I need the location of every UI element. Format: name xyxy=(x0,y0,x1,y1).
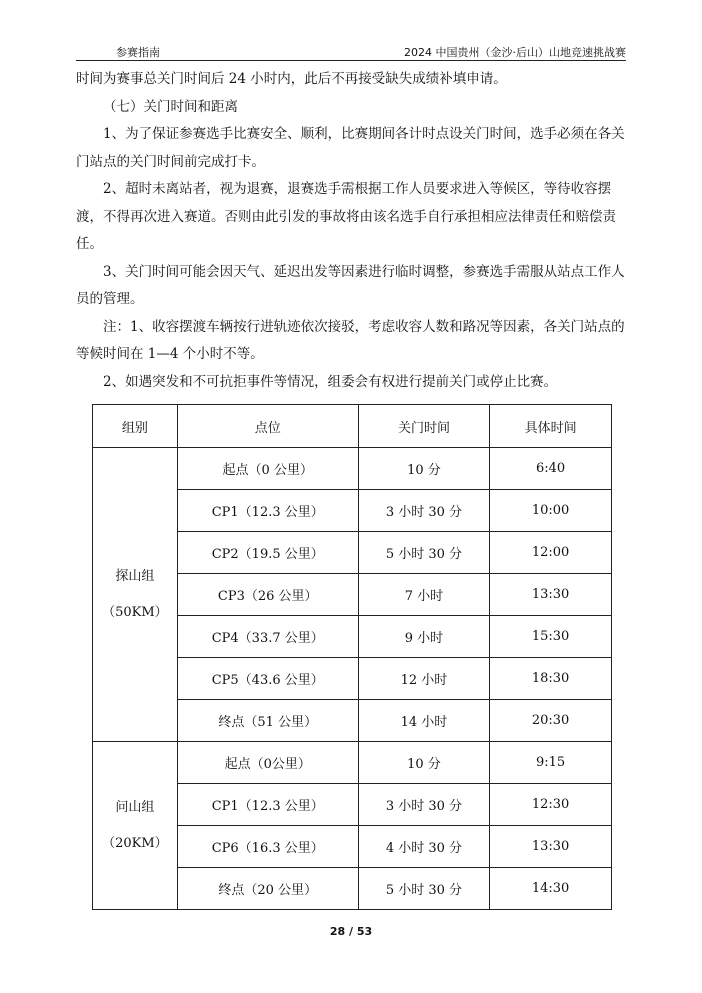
group-name: 探山组 xyxy=(115,568,155,584)
clock-time-cell: 14:30 xyxy=(490,868,612,910)
paragraph-rule-1: 1、为了保证参赛选手比赛安全、顺利，比赛期间各计时点设关门时间，选手必须在各关门站点的关门时间前完成打卡。 xyxy=(76,126,625,170)
column-header-checkpoint: 点位 xyxy=(177,405,358,448)
cutoff-cell: 4 小时 30 分 xyxy=(358,826,489,868)
checkpoint-cell: CP3（26 公里） xyxy=(177,574,358,616)
checkpoint-cell: CP4（33.7 公里） xyxy=(177,616,358,658)
clock-time-cell: 13:30 xyxy=(490,574,612,616)
cutoff-cell: 3 小时 30 分 xyxy=(358,490,489,532)
clock-time-cell: 13:30 xyxy=(490,826,612,868)
group-distance: （20KM） xyxy=(102,835,168,851)
checkpoint-cell: CP1（12.3 公里） xyxy=(177,784,358,826)
group-cell-tanshan xyxy=(93,448,178,742)
section-heading: （七）关门时间和距离 xyxy=(103,98,238,115)
column-header-group: 组别 xyxy=(93,405,178,448)
header-event-title: 2024 中国贵州（金沙·后山）山地竞速挑战赛 xyxy=(404,46,626,59)
checkpoint-cell: 终点（20 公里） xyxy=(177,868,358,910)
cutoff-cell: 3 小时 30 分 xyxy=(358,784,489,826)
group-name: 问山组 xyxy=(115,799,155,815)
group-cell-wenshan xyxy=(93,742,178,910)
page-header xyxy=(76,42,626,60)
header-section-title: 参赛指南 xyxy=(116,46,160,59)
table-header-row xyxy=(93,405,612,448)
table-row xyxy=(93,448,612,490)
checkpoint-cell: CP1（12.3 公里） xyxy=(177,490,358,532)
paragraph-rule-3: 3、关门时间可能会因天气、延迟出发等因素进行临时调整，参赛选手需服从站点工作人员的管理。 xyxy=(76,263,625,307)
cutoff-cell: 12 小时 xyxy=(358,658,489,700)
header-divider xyxy=(76,60,626,61)
cutoff-cell: 5 小时 30 分 xyxy=(358,868,489,910)
clock-time-cell: 6:40 xyxy=(490,448,612,490)
clock-time-cell: 12:30 xyxy=(490,784,612,826)
column-header-cutoff: 关门时间 xyxy=(358,405,489,448)
table-row xyxy=(93,742,612,784)
paragraph-rule-2: 2、超时未离站者，视为退赛，退赛选手需根据工作人员要求进入等候区，等待收容摆渡，不得再次进入赛道。否则由此引发的事故将由该名选手自行承担相应法律责任和赔偿责任。 xyxy=(76,181,616,252)
cutoff-time-table xyxy=(92,404,612,910)
cutoff-cell: 5 小时 30 分 xyxy=(358,532,489,574)
clock-time-cell: 10:00 xyxy=(490,490,612,532)
clock-time-cell: 9:15 xyxy=(490,742,612,784)
cutoff-cell: 10 分 xyxy=(358,448,489,490)
checkpoint-cell: 起点（0 公里） xyxy=(177,448,358,490)
document-body xyxy=(76,66,632,396)
clock-time-cell: 18:30 xyxy=(490,658,612,700)
paragraph-continuation: 时间为赛事总关门时间后 24 小时内，此后不再接受缺失成绩补填申请。 xyxy=(76,71,507,87)
cutoff-cell: 9 小时 xyxy=(358,616,489,658)
checkpoint-cell: 起点（0公里） xyxy=(177,742,358,784)
checkpoint-cell: CP5（43.6 公里） xyxy=(177,658,358,700)
checkpoint-cell: CP2（19.5 公里） xyxy=(177,532,358,574)
column-header-clock-time: 具体时间 xyxy=(490,405,612,448)
page-number: 28 / 53 xyxy=(329,925,373,938)
cutoff-cell: 10 分 xyxy=(358,742,489,784)
cutoff-cell: 7 小时 xyxy=(358,574,489,616)
checkpoint-cell: CP6（16.3 公里） xyxy=(177,826,358,868)
checkpoint-cell: 终点（51 公里） xyxy=(177,700,358,742)
group-distance: （50KM） xyxy=(102,604,168,620)
cutoff-cell: 14 小时 xyxy=(358,700,489,742)
paragraph-note-2: 2、如遇突发和不可抗拒事件等情况，组委会有权进行提前关门或停止比赛。 xyxy=(103,373,558,390)
paragraph-note-1: 注：1、收容摆渡车辆按行进轨迹依次接驳，考虑收容人数和路况等因素，各关门站点的等候时间在 1—4 个小时不等。 xyxy=(76,318,625,362)
clock-time-cell: 12:00 xyxy=(490,532,612,574)
clock-time-cell: 20:30 xyxy=(490,700,612,742)
clock-time-cell: 15:30 xyxy=(490,616,612,658)
